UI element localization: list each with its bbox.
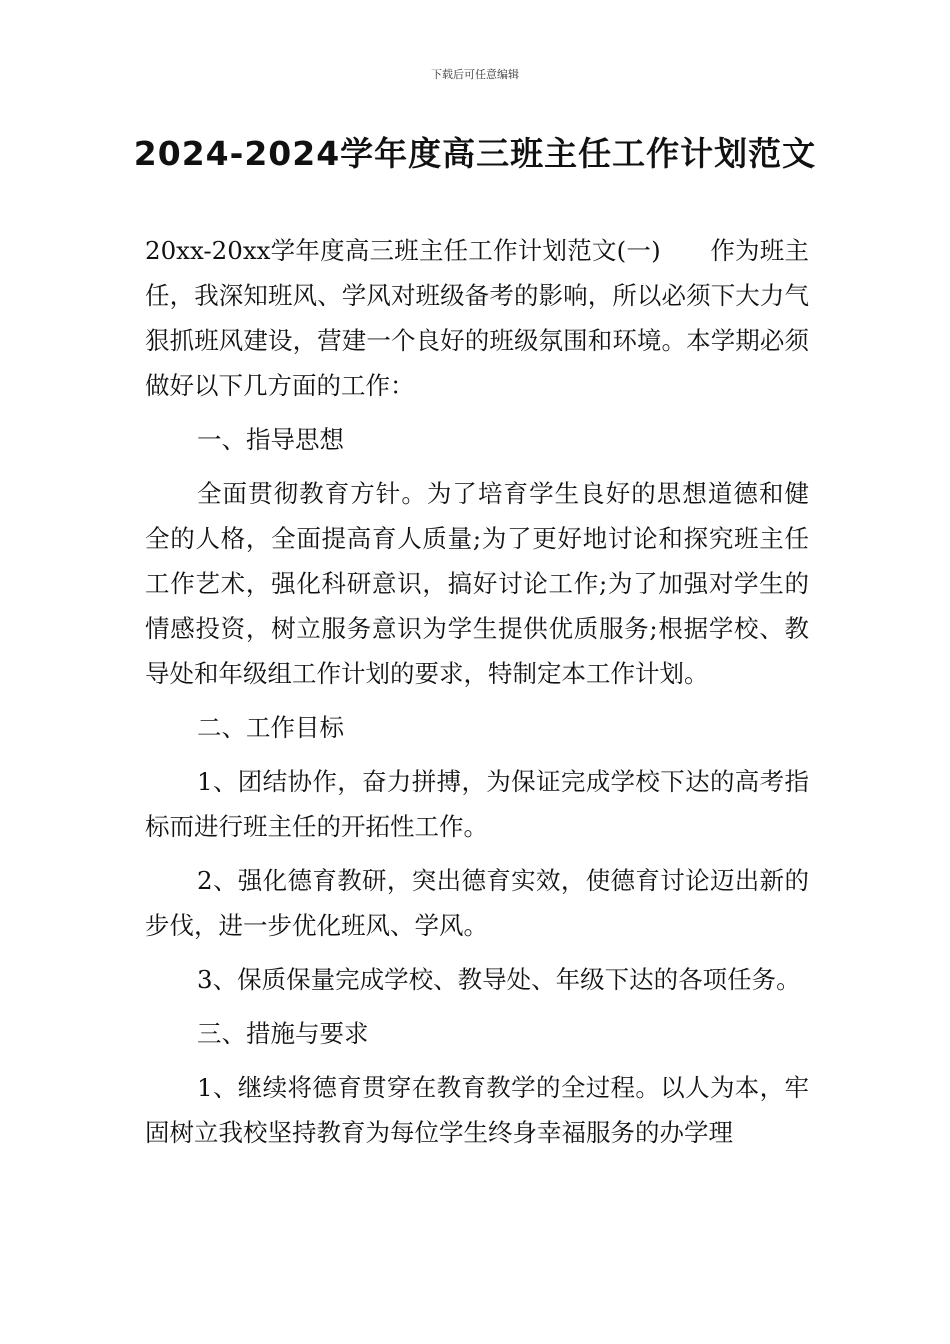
paragraph-goal-1: 1、团结协作，奋力拼搏，为保证完成学校下达的高考指标而进行班主任的开拓性工作。 <box>145 767 809 841</box>
paragraph-guiding-ideology: 全面贯彻教育方针。为了培育学生良好的思想道德和健全的人格，全面提高育人质量;为了更好地讨论和探究班主任工作艺术，强化科研意识，搞好讨论工作;为了加强对学生的情感投资，树立服务意识为学生提供优质服务;根据学校、教导处和年级组工作计划的要求，特制定本工作计划。 <box>145 479 809 688</box>
document-title: 2024-2024学年度高三班主任工作计划范文 <box>133 134 817 173</box>
heading-measures: 三、措施与要求 <box>197 1019 369 1048</box>
document-body <box>145 228 809 1164</box>
heading-guiding-ideology: 一、指导思想 <box>197 425 344 454</box>
paragraph-measure-1: 1、继续将德育贯穿在教育教学的全过程。以人为本，牢固树立我校坚持教育为每位学生终身幸福服务的办学理 <box>145 1073 809 1147</box>
paragraph-goal-2: 2、强化德育教研，突出德育实效，使德育讨论迈出新的步伐，进一步优化班风、学风。 <box>145 866 809 940</box>
heading-work-goals: 二、工作目标 <box>197 713 344 742</box>
paragraph-goal-3: 3、保质保量完成学校、教导处、年级下达的各项任务。 <box>197 965 801 994</box>
header-note: 下载后可任意编辑 <box>431 68 519 81</box>
paragraph-intro: 20xx-20xx学年度高三班主任工作计划范文(一) 作为班主任，我深知班风、学风对班级备考的影响，所以必须下大力气狠抓班风建设，营建一个良好的班级氛围和环境。本学期必须做好以下几方面的工作： <box>145 236 809 400</box>
